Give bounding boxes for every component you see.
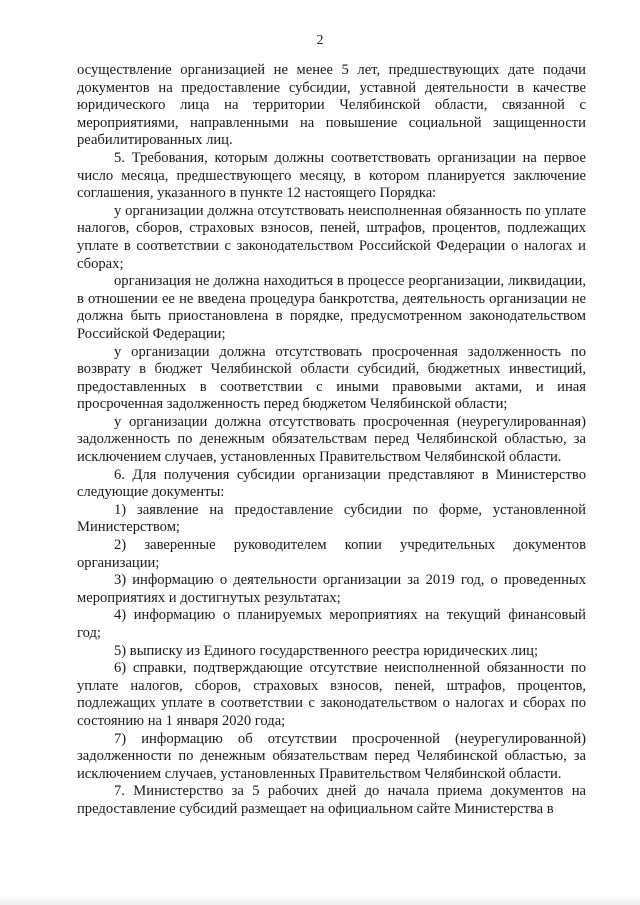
scan-bottom-edge xyxy=(0,895,640,905)
paragraph-item-5: 5. Требования, которым должны соответствовать организации на первое число месяца, предшествующего месяцу, в котором планируется заключение соглашения, указанного в пункте 12 настоящего Порядка: xyxy=(77,149,586,202)
list-item-1: 1) заявление на предоставление субсидии по форме, установленной Министерством; xyxy=(77,501,586,536)
paragraph-item-7: 7. Министерство за 5 рабочих дней до начала приема документов на предоставление субсидий размещает на официальном сайте Министерства в xyxy=(77,783,586,817)
paragraph-continuation: осуществление организацией не менее 5 лет, предшествующих дате подачи документов на предоставление субсидии, уставной деятельности в качестве юридического лица на территории Челябинской области, связанной с мероприятиями, направленными на повышение социальной защищенности реабилитированных лиц. xyxy=(77,62,586,149)
list-item-3: 3) информацию о деятельности организации за 2019 год, о проведенных мероприятиях и достигнутых результатах; xyxy=(77,572,586,606)
list-item-7: 7) информацию об отсутствии просроченной (неурегулированной) задолженности по денежным обязательствам перед Челябинской областью, за исключением случаев, установленных Правительством Челябинской области. xyxy=(77,730,586,782)
paragraph-requirement-taxes: у организации должна отсутствовать неисполненная обязанность по уплате налогов, сборов, страховых взносов, пеней, штрафов, процентов, подлежащих уплате в соответствии с законодательством Российской Федерации о налогах и сборах; xyxy=(77,202,586,272)
paragraph-requirement-reorganization: организация не должна находиться в процессе реорганизации, ликвидации, в отношении ее не введена процедура банкротства, деятельность организации не должна быть приостановлена в порядке, предусмотренном законодательством Российской Федерации; xyxy=(77,273,586,342)
page-number: 2 xyxy=(316,33,324,48)
list-item-4: 4) информацию о планируемых мероприятиях на текущий финансовый год; xyxy=(77,607,586,641)
list-item-6: 6) справки, подтверждающие отсутствие неисполненной обязанности по уплате налогов, сборов, страховых взносов, пеней, штрафов, процентов, подлежащих уплате в соответствии с законодательством о налогах и сборах по состоянию на 1 января 2020 года; xyxy=(77,660,586,729)
list-item-2: 2) заверенные руководителем копии учредительных документов организации; xyxy=(77,537,586,571)
paragraph-requirement-obligations: у организации должна отсутствовать просроченная (неурегулированная) задолженность по денежным обязательствам перед Челябинской областью, за исключением случаев, установленных Правительством Челябинской области. xyxy=(77,413,586,466)
paragraph-item-6: 6. Для получения субсидии организации представляют в Министерство следующие документы: xyxy=(77,466,586,501)
paragraph-requirement-budget-debt: у организации должна отсутствовать просроченная задолженность по возврату в бюджет Челябинской области субсидий, бюджетных инвестиций, предоставленных в соответствии с иными правовыми актами, и иная просроченная задолженность перед бюджетом Челябинской области; xyxy=(77,343,586,413)
list-item-5: 5) выписку из Единого государственного реестра юридических лиц; xyxy=(114,642,539,659)
document-body xyxy=(77,62,586,819)
